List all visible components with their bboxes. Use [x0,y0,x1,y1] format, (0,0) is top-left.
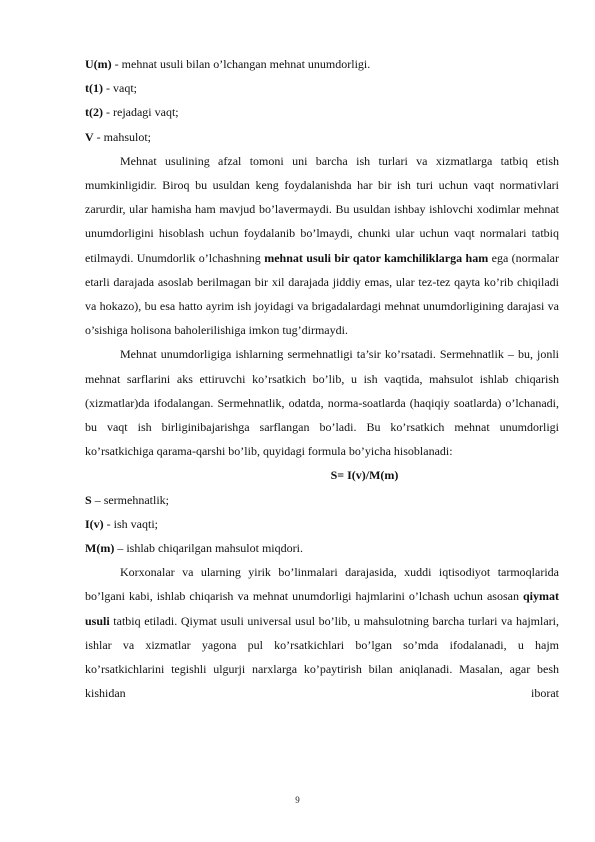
paragraph-text: Korxonalar va ularning yirik bo’linmalari darajasida, xuddi iqtisodiyot tarmoqlarida bo’lgani kabi, ishlab chiqarish va mehnat unumdorligi hajmlarini o’lchash uchun asosan [85,565,559,604]
definition-term: t(1) [85,81,103,96]
definition-s [85,488,559,512]
definition-desc: – sermehnatlik; [91,492,170,507]
definition-desc: - ish vaqti; [103,516,158,531]
definition-desc: - mehnat usuli bilan o’lchangan mehnat unumdorligi. [111,57,371,71]
paragraph-text: tatbiq etiladi. Qiymat usuli universal usul bo’lib, u mahsulotning barcha turlari va hajmlari, ishlar va xizmatlar yagona pul ko’rsatkichlari bo’lgan so’mda ifodalanadi, u hajm ko’rsatkichlarini tegishli ulgurji narxlarga ko’paytirish bilan aniqlanadi. Masalan, agar besh kishidan iborat [85,613,559,701]
paragraph-text: Mehnat usulining afzal tomoni uni barcha ish turlari va xizmatlarga tatbiq etish mumkinligidir. Biroq bu usuldan keng foydalanishda har bir ish turi uchun vaqt normativlari zarurdir, ular hamisha ham mavjud bo’lavermaydi. Bu usuldan ishbay ishlovchi xodimlar mehnat unumdorligini hisoblash uchun foydalanib bo’lmaydi, chunki ular uchun vaqt normalari tatbiq etilmaydi. Unumdorlik o’lchashning [85,153,559,265]
page-number: 9 [295,795,300,805]
page-content [85,52,559,705]
definition-term: M(m) [85,541,115,556]
definition-t1 [85,76,559,100]
definition-term: I(v) [85,516,104,531]
definition-m-m [85,536,559,560]
paragraph-bold-text: mehnat usuli bir qator kamchiliklarga ham [264,250,489,265]
paragraph-bold-text: qiymat usuli [85,589,559,628]
definition-v [85,125,559,149]
formula: S= I(v)/M(m) [330,468,399,483]
definition-term: S [85,492,92,507]
definition-desc: - mahsulot; [93,129,151,144]
paragraph-text: ega (normalar etarli darajada asoslab berilmagan bir xil darajada jiddiy emas, ular tez-tez qayta ko’rib chiqiladi va hokazo), bu esa hatto ayrim ish joyidagi va brigadalardagi mehnat unumdorligining darajasi va o’sishiga holisona baholerilishiga imkon tug’dirmaydi. [85,250,559,338]
definition-term: U(m) [85,57,112,71]
paragraph-labor-intensity: Mehnat unumdorligiga ishlarning sermehnatligi ta’sir ko’rsatadi. Sermehnatlik – bu, jonli mehnat sarflarini aks ettiruvchi ko’rsatkich bo’lib, u ish vaqtida, mahsulot ishlab chiqarish (xizmatlar)da ifodalangan. Sermehnatlik, odatda, norma-soatlarda (haqiqiy soatlarda) o’lchanadi, bu vaqt ish birliginibajarishga sarflangan bo’ladi. Bu ko’rsatkich mehnat unumdorligi ko’rsatkichiga qarama-qarshi bo’lib, quyidagi formula bo’yicha hisoblanadi: [85,347,559,459]
definition-i-v [85,512,559,536]
definition-desc: - vaqt; [103,81,137,96]
definition-term: V [85,129,94,144]
paragraph-labor-method [85,149,559,343]
definition-u-m [85,52,559,76]
definition-desc: – ishlab chiqarilgan mahsulot miqdori. [114,541,303,556]
definition-t2 [85,100,559,124]
paragraph-value-method [85,560,559,705]
definition-term: t(2) [85,105,103,120]
definition-desc: - rejadagi vaqt; [103,105,179,120]
